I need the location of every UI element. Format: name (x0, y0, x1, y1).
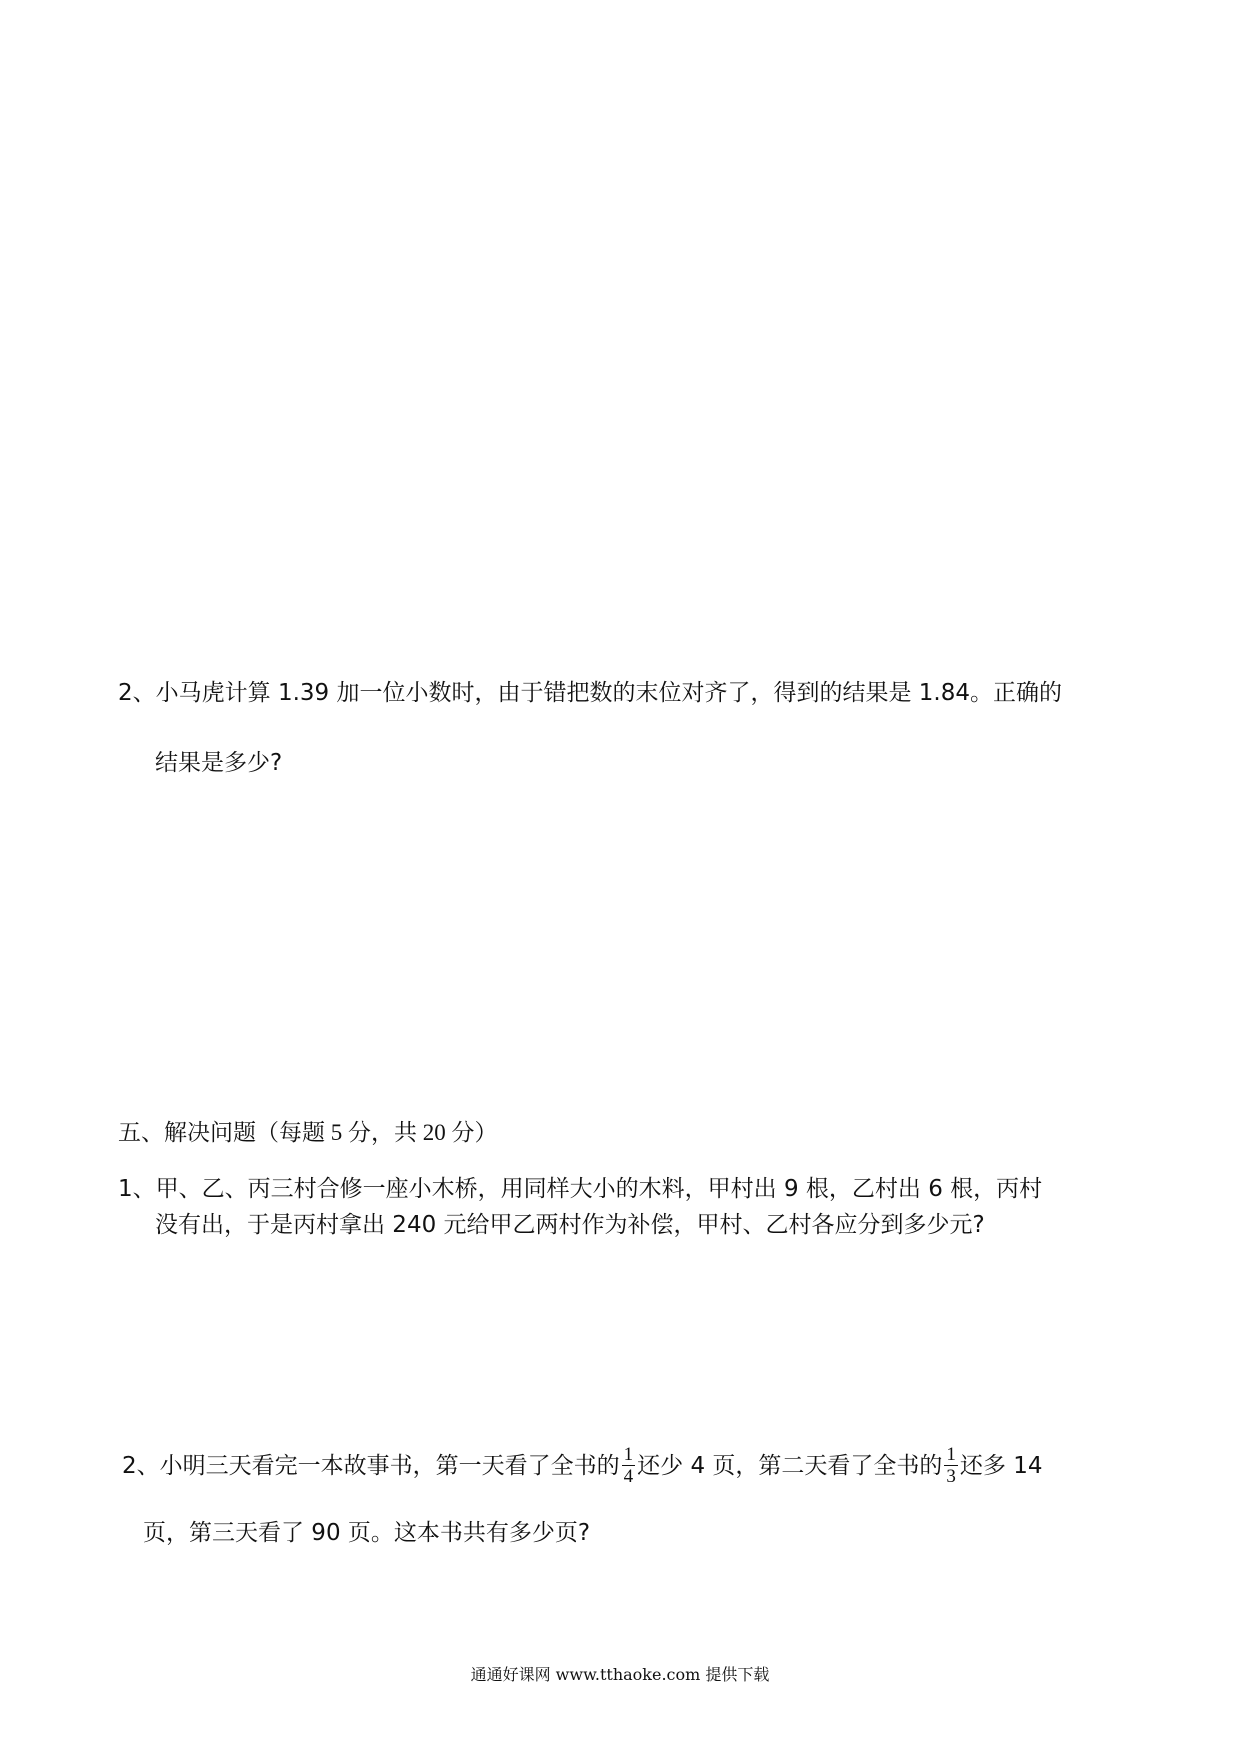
question-5-1-line-2: 没有出，于是丙村拿出 240 元给甲乙两村作为补偿，甲村、乙村各应分到多少元? (155, 1212, 985, 1238)
question-5-2-text-c: 还多 14 (959, 1453, 1043, 1479)
fraction-numerator: 1 (623, 1444, 634, 1465)
question-5-2-text-a: 2、小明三天看完一本故事书，第一天看了全书的 (122, 1453, 620, 1479)
question-5-2-text-b: 还少 4 页，第二天看了全书的 (637, 1453, 943, 1479)
fraction-one-quarter (622, 1444, 636, 1487)
fraction-numerator: 1 (946, 1444, 956, 1465)
fraction-one-third (944, 1444, 958, 1487)
question-4-2-line-2: 结果是多少? (155, 750, 283, 776)
footer-source-note: 通通好课网 www.tthaoke.com 提供下载 (470, 1665, 770, 1684)
question-5-2-line-2: 页，第三天看了 90 页。这本书共有多少页? (143, 1520, 591, 1546)
question-5-1-line-1: 1、甲、乙、丙三村合修一座小木桥，用同样大小的木料，甲村出 9 根，乙村出 6 根，丙村 (118, 1176, 1043, 1202)
question-4-2-line-1: 2、小马虎计算 1.39 加一位小数时，由于错把数的末位对齐了，得到的结果是 1.84。正确的 (118, 680, 1062, 706)
fraction-denominator: 4 (623, 1466, 634, 1487)
section-5-heading: 五、解决问题（每题 5 分，共 20 分） (118, 1120, 498, 1145)
question-5-2-line-1 (122, 1445, 1042, 1488)
fraction-denominator: 3 (946, 1466, 956, 1487)
